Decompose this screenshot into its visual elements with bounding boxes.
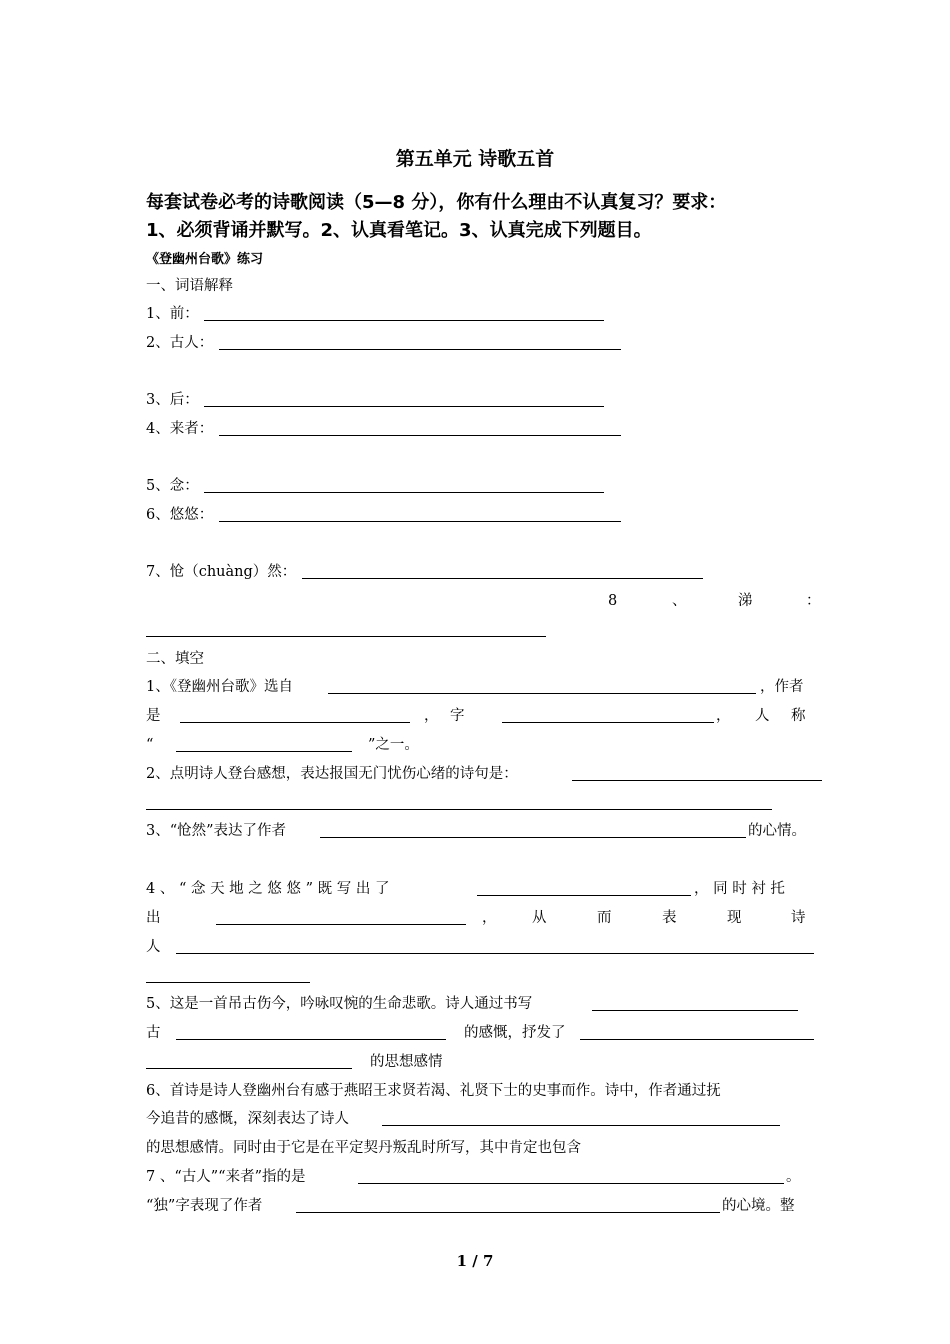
answer-blank[interactable]	[580, 1039, 814, 1040]
answer-blank[interactable]	[216, 924, 466, 925]
answer-blank[interactable]	[219, 349, 621, 350]
answer-blank[interactable]	[146, 1068, 352, 1069]
answer-blank[interactable]	[146, 636, 546, 637]
vocab-item-4: 4、来者：	[146, 421, 214, 437]
answer-blank[interactable]	[180, 722, 410, 723]
q1-open-quote: “	[146, 737, 154, 753]
q7-text: 7 、“古人”“来者”指的是	[146, 1169, 306, 1185]
answer-blank[interactable]	[204, 492, 604, 493]
vocab-item-8-colon: ：	[806, 593, 821, 609]
q6-text-line-3: 的思想感情。同时由于它是在平定契丹叛乱时所写，其中肯定也包含	[146, 1140, 581, 1156]
requirement-line-2: 1、必须背诵并默写。2、认真看笔记。3、认真完成下列题目。	[146, 220, 652, 241]
q4-biao: 表	[662, 910, 677, 926]
q1-comma-2: ，	[716, 708, 731, 724]
q5-tail: 的思想感情	[370, 1054, 443, 1070]
answer-blank[interactable]	[328, 693, 756, 694]
q1-ren: 人	[755, 708, 770, 724]
section-2-heading: 二、填空	[146, 651, 204, 667]
vocab-item-7: 7、怆（chuàng）然：	[146, 564, 297, 580]
q6-text-line-1: 6、首诗是诗人登幽州台有感于燕昭王求贤若渴、礼贤下士的史事而作。诗中，作者通过抚	[146, 1083, 721, 1099]
exercise-subtitle: 《登幽州台歌》练习	[146, 252, 264, 267]
q1-cheng: 称	[791, 708, 806, 724]
vocab-item-8-number: 8	[608, 593, 618, 609]
answer-blank[interactable]	[146, 982, 310, 983]
q4-er: 而	[597, 910, 612, 926]
q4-ren: 人	[146, 939, 161, 955]
q7-du: “独”字表现了作者	[146, 1198, 263, 1214]
vocab-item-8-sep: 、	[672, 593, 687, 609]
answer-blank[interactable]	[320, 837, 746, 838]
q5-feeling: 的感慨，抒发了	[464, 1025, 566, 1041]
vocab-item-1: 1、前：	[146, 306, 199, 322]
q6-text-line-2: 今追昔的感慨，深刻表达了诗人	[146, 1111, 349, 1127]
answer-blank[interactable]	[176, 1039, 446, 1040]
page-number: 1 / 7	[456, 1252, 494, 1270]
q1-author-label: ，作者	[760, 679, 804, 695]
answer-blank[interactable]	[146, 809, 772, 810]
section-1-heading: 一、词语解释	[146, 278, 233, 294]
page-title: 第五单元 诗歌五首	[395, 148, 555, 170]
q4-comma: ，	[482, 910, 497, 926]
answer-blank[interactable]	[382, 1125, 780, 1126]
answer-blank[interactable]	[296, 1212, 720, 1213]
q4-cong: 从	[532, 910, 547, 926]
q1-is: 是	[146, 708, 161, 724]
q2-text: 2、点明诗人登台感想，表达报国无门忧伤心绪的诗句是：	[146, 766, 518, 782]
q4-xian: 现	[727, 910, 742, 926]
q1-zi: 字	[450, 708, 465, 724]
q3-text: 3、“怆然”表达了作者	[146, 823, 287, 839]
answer-blank[interactable]	[502, 722, 714, 723]
answer-blank[interactable]	[592, 1010, 798, 1011]
answer-blank[interactable]	[219, 435, 621, 436]
answer-blank[interactable]	[477, 895, 691, 896]
q4-contrast: ， 同 时 衬 托	[694, 881, 785, 897]
vocab-item-2: 2、古人：	[146, 335, 214, 351]
answer-blank[interactable]	[176, 953, 814, 954]
q1-text: 1、《登幽州台歌》选自	[146, 679, 293, 695]
answer-blank[interactable]	[302, 578, 703, 579]
vocab-item-3: 3、后：	[146, 392, 199, 408]
q4-shi: 诗	[791, 910, 806, 926]
q3-tail: 的心情。	[748, 823, 806, 839]
answer-blank[interactable]	[219, 521, 621, 522]
requirement-line-1: 每套试卷必考的诗歌阅读（5—8 分），你有什么理由不认真复习？要求：	[146, 192, 727, 213]
vocab-item-5: 5、念：	[146, 478, 199, 494]
q5-text: 5、这是一首吊古伤今，吟咏叹惋的生命悲歌。诗人通过书写	[146, 996, 533, 1012]
q1-close-text: ”之一。	[368, 737, 419, 753]
answer-blank[interactable]	[204, 320, 604, 321]
vocab-item-8-word: 涕	[738, 593, 753, 609]
answer-blank[interactable]	[358, 1183, 784, 1184]
q7-tail: 的心境。整	[722, 1198, 795, 1214]
q7-period: 。	[786, 1169, 801, 1185]
q5-gu: 古	[146, 1025, 161, 1041]
q4-text: 4 、 “ 念 天 地 之 悠 悠 ” 既 写 出 了	[146, 881, 390, 897]
answer-blank[interactable]	[204, 406, 604, 407]
q1-comma-1: ，	[424, 708, 439, 724]
vocab-item-6: 6、悠悠：	[146, 507, 214, 523]
q4-chu: 出	[146, 910, 161, 926]
answer-blank[interactable]	[572, 780, 822, 781]
answer-blank[interactable]	[176, 751, 352, 752]
